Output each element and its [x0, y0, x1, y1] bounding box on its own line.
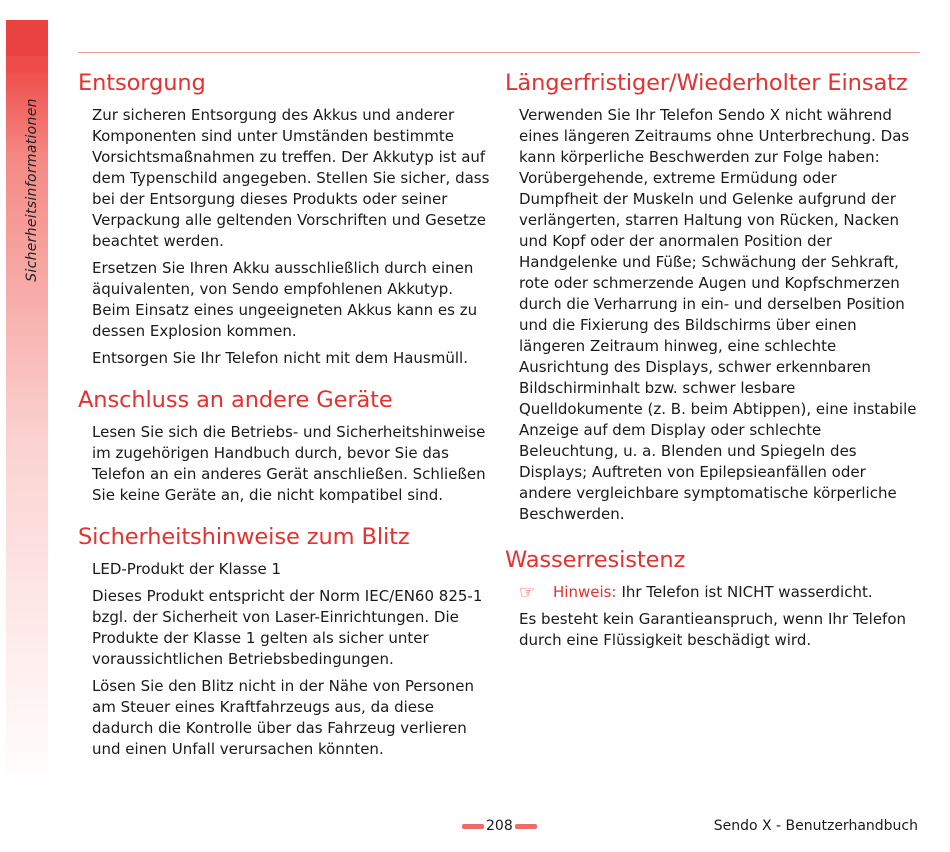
- paragraph: Lesen Sie sich die Betriebs- und Sicherheitshinweise im zugehörigen Handbuch durch, bevor Sie das Telefon an ein anderes Gerät anschließen. Schließen Sie keine Geräte an, die nicht kompatibel sind.: [92, 423, 486, 504]
- heading-anschluss: Anschluss an andere Geräte: [78, 387, 393, 413]
- heading-blitz: Sicherheitshinweise zum Blitz: [78, 524, 410, 550]
- paragraph: Zur sicheren Entsorgung des Akkus und anderer Komponenten sind unter Umständen bestimmte Vorsichtsmaßnahmen zu treffen. Der Akkutyp ist auf dem Typenschild angegeben. Stellen Sie sicher, dass bei der Entsorgung dieses Produkts oder seiner Verpackung alle geltenden Vorschriften und Gesetze beachtet werden.: [92, 106, 490, 250]
- heading-wasser: Wasserresistenz: [505, 547, 686, 573]
- note-text: Ihr Telefon ist NICHT wasserdicht.: [621, 583, 873, 601]
- paragraph: LED-Produkt der Klasse 1: [92, 560, 282, 578]
- section-wasser: [505, 543, 917, 651]
- page-dash-right: [515, 824, 537, 829]
- section-anschluss: [78, 383, 496, 506]
- heading-entsorgung: Entsorgung: [78, 70, 206, 96]
- paragraph: Lösen Sie den Blitz nicht in der Nähe von Personen am Steuer eines Kraftfahrzeugs aus, da diese dadurch die Kontrolle über das Fahrzeug verlieren und einen Unfall verursachen könnten.: [92, 677, 475, 758]
- header-rule: [78, 52, 920, 53]
- left-column: [78, 66, 496, 774]
- side-section-label: Sicherheitsinformationen: [24, 98, 40, 282]
- footer-title: Sendo X - Benutzerhandbuch: [713, 818, 918, 834]
- page-dash-left: [462, 824, 484, 829]
- section-blitz: [78, 520, 496, 760]
- paragraph: Dieses Produkt entspricht der Norm IEC/EN60 825-1 bzgl. der Sicherheit von Laser-Einrichtungen. Die Produkte der Klasse 1 gelten als sicher unter voraussichtlichen Betriebsbedingungen.: [92, 587, 483, 668]
- page-number-text: 208: [486, 818, 513, 834]
- side-tab-top: [6, 20, 48, 56]
- paragraph: Verwenden Sie Ihr Telefon Sendo X nicht während eines längeren Zeitraums ohne Unterbrechung. Das kann körperliche Beschwerden zur Folge haben: Vorübergehende, extreme Ermüdung oder Dumpfheit der Muskeln und Gelenke aufgrund der verlängerten, starren Haltung von Rücken, Nacken und Kopf oder der anormalen Position der Handgelenke und Füße; Schwächung der Sehkraft, rote oder schmerzende Augen und Kopfschmerzen durch die Verharrung in ein- und derselben Position und die Fixierung des Bildschirms über einen längeren Zeitraum hinweg, eine schlechte Ausrichtung des Displays, schwer erkennbaren Bildschirminhalt bzw. schwer lesbare Quelldokumente (z. B. beim Abtippen), eine instabile Anzeige auf dem Display oder schlechte Beleuchtung, u. a. Blenden und Spiegeln des Displays; Auftreten von Epilepsieanfällen oder andere vergleichbare symptomatische körperliche Beschwerden.: [519, 106, 917, 523]
- note-label: Hinweis:: [553, 583, 617, 601]
- right-column: [505, 66, 917, 665]
- paragraph: Ersetzen Sie Ihren Akku ausschließlich durch einen äquivalenten, von Sendo empfohlenen Akkutyp. Beim Einsatz eines ungeeigneten Akkus kann es zu dessen Explosion kommen.: [92, 259, 478, 340]
- pointing-hand-icon: ☞: [519, 582, 536, 603]
- paragraph: Es besteht kein Garantieanspruch, wenn Ihr Telefon durch eine Flüssigkeit beschädigt wird.: [519, 610, 907, 649]
- page-number: [462, 818, 537, 834]
- section-entsorgung: [78, 66, 496, 369]
- heading-einsatz: Längerfristiger/Wiederholter Einsatz: [505, 70, 908, 96]
- note: [505, 582, 917, 603]
- paragraph: Entsorgen Sie Ihr Telefon nicht mit dem Hausmüll.: [92, 349, 468, 367]
- side-tab-bar: [6, 20, 48, 790]
- section-einsatz: [505, 66, 917, 525]
